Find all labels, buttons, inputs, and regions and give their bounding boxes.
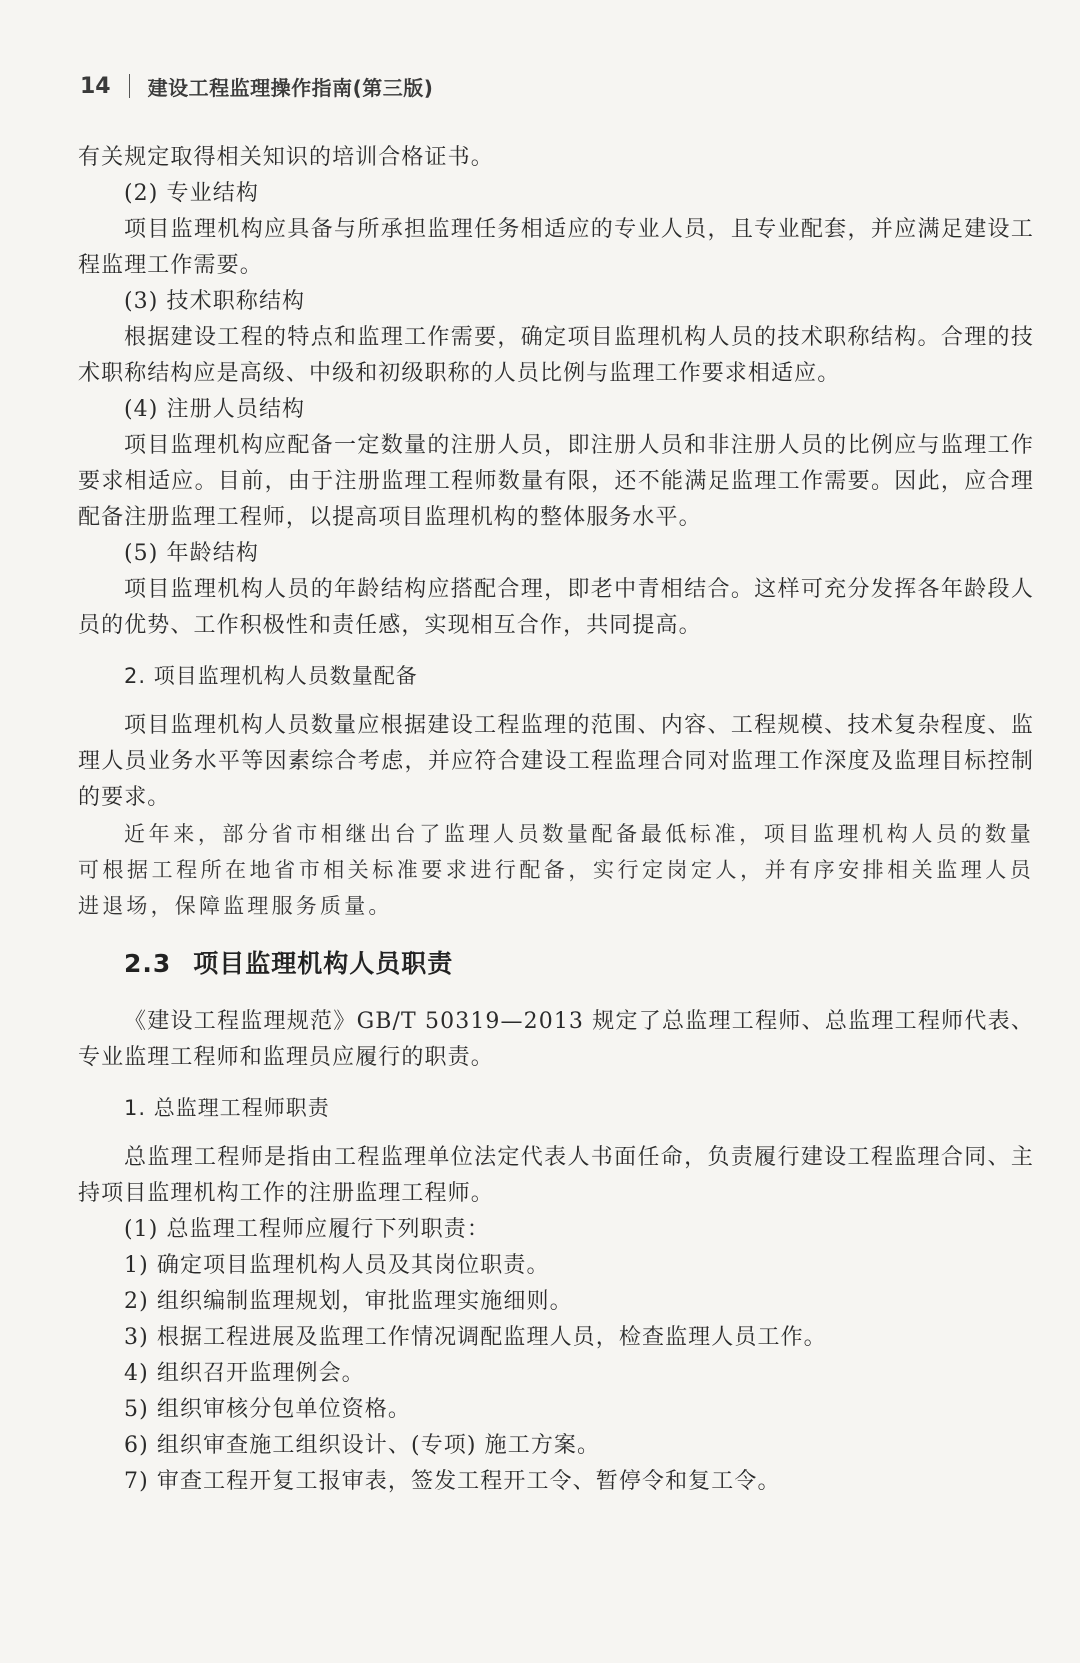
paragraph: 《建设工程监理规范》GB/T 50319—2013 规定了总监理工程师、总监理工程师代表、专业监理工程师和监理员应履行的职责。 [78, 1009, 1034, 1070]
paragraph: 项目监理机构人员数量应根据建设工程监理的范围、内容、工程规模、技术复杂程度、监理人员业务水平等因素综合考虑，并应符合建设工程监理合同对监理工作深度及监理目标控制的要求。 [78, 713, 1034, 810]
spacer [78, 694, 1034, 708]
running-header [80, 66, 433, 106]
book-title: 建设工程监理操作指南(第三版) [147, 75, 434, 100]
list-item: 7) 审查工程开复工报审表，签发工程开工令、暂停令和复工令。 [124, 1469, 781, 1494]
spacer [78, 1126, 1034, 1140]
list-item: 2) 组织编制监理规划，审批监理实施细则。 [124, 1289, 573, 1314]
list-item: 6) 组织审查施工组织设计、(专项) 施工方案。 [124, 1433, 601, 1458]
list-item: 1) 确定项目监理机构人员及其岗位职责。 [124, 1253, 550, 1278]
paragraph: 项目监理机构应配备一定数量的注册人员，即注册人员和非注册人员的比例应与监理工作要求相适应。目前，由于注册监理工程师数量有限，还不能满足监理工作需要。因此，应合理配备注册监理工程师，以提高项目监理机构的整体服务水平。 [78, 433, 1034, 530]
paragraph: 根据建设工程的特点和监理工作需要，确定项目监理机构人员的技术职称结构。合理的技术职称结构应是高级、中级和初级职称的人员比例与监理工作要求相适应。 [78, 325, 1034, 386]
page-body [78, 140, 1034, 1500]
subheading: (4) 注册人员结构 [124, 397, 306, 422]
header-divider [129, 74, 130, 98]
list-item: 4) 组织召开监理例会。 [124, 1361, 365, 1386]
list-item: 5) 组织审核分包单位资格。 [124, 1397, 411, 1422]
subsection-heading: 2. 项目监理机构人员数量配备 [124, 664, 418, 688]
subheading: (2) 专业结构 [124, 181, 259, 206]
section-number: 2.3 [124, 949, 172, 978]
paragraph: 项目监理机构应具备与所承担监理任务相适应的专业人员，且专业配套，并应满足建设工程监理工作需要。 [78, 217, 1034, 278]
paragraph: 总监理工程师是指由工程监理单位法定代表人书面任命，负责履行建设工程监理合同、主持项目监理机构工作的注册监理工程师。 [78, 1145, 1034, 1206]
section-heading [78, 946, 1034, 982]
spacer [78, 1076, 1034, 1090]
section-title: 项目监理机构人员职责 [193, 949, 454, 978]
subheading: (1) 总监理工程师应履行下列职责： [124, 1217, 490, 1242]
spacer [78, 924, 1034, 946]
subsection-heading: 1. 总监理工程师职责 [124, 1096, 330, 1120]
subheading: (3) 技术职称结构 [124, 289, 306, 314]
paragraph: 近年来，部分省市相继出台了监理人员数量配备最低标准，项目监理机构人员的数量可根据工程所在地省市相关标准要求进行配备，实行定岗定人，并有序安排相关监理人员进退场，保障监理服务质量。 [78, 822, 1034, 918]
page-number: 14 [80, 73, 111, 99]
paragraph: 有关规定取得相关知识的培训合格证书。 [78, 145, 494, 170]
spacer [78, 982, 1034, 1004]
paragraph: 项目监理机构人员的年龄结构应搭配合理，即老中青相结合。这样可充分发挥各年龄段人员的优势、工作积极性和责任感，实现相互合作，共同提高。 [78, 577, 1034, 638]
spacer [78, 644, 1034, 658]
list-item: 3) 根据工程进展及监理工作情况调配监理人员，检查监理人员工作。 [124, 1325, 827, 1350]
subheading: (5) 年龄结构 [124, 541, 259, 566]
